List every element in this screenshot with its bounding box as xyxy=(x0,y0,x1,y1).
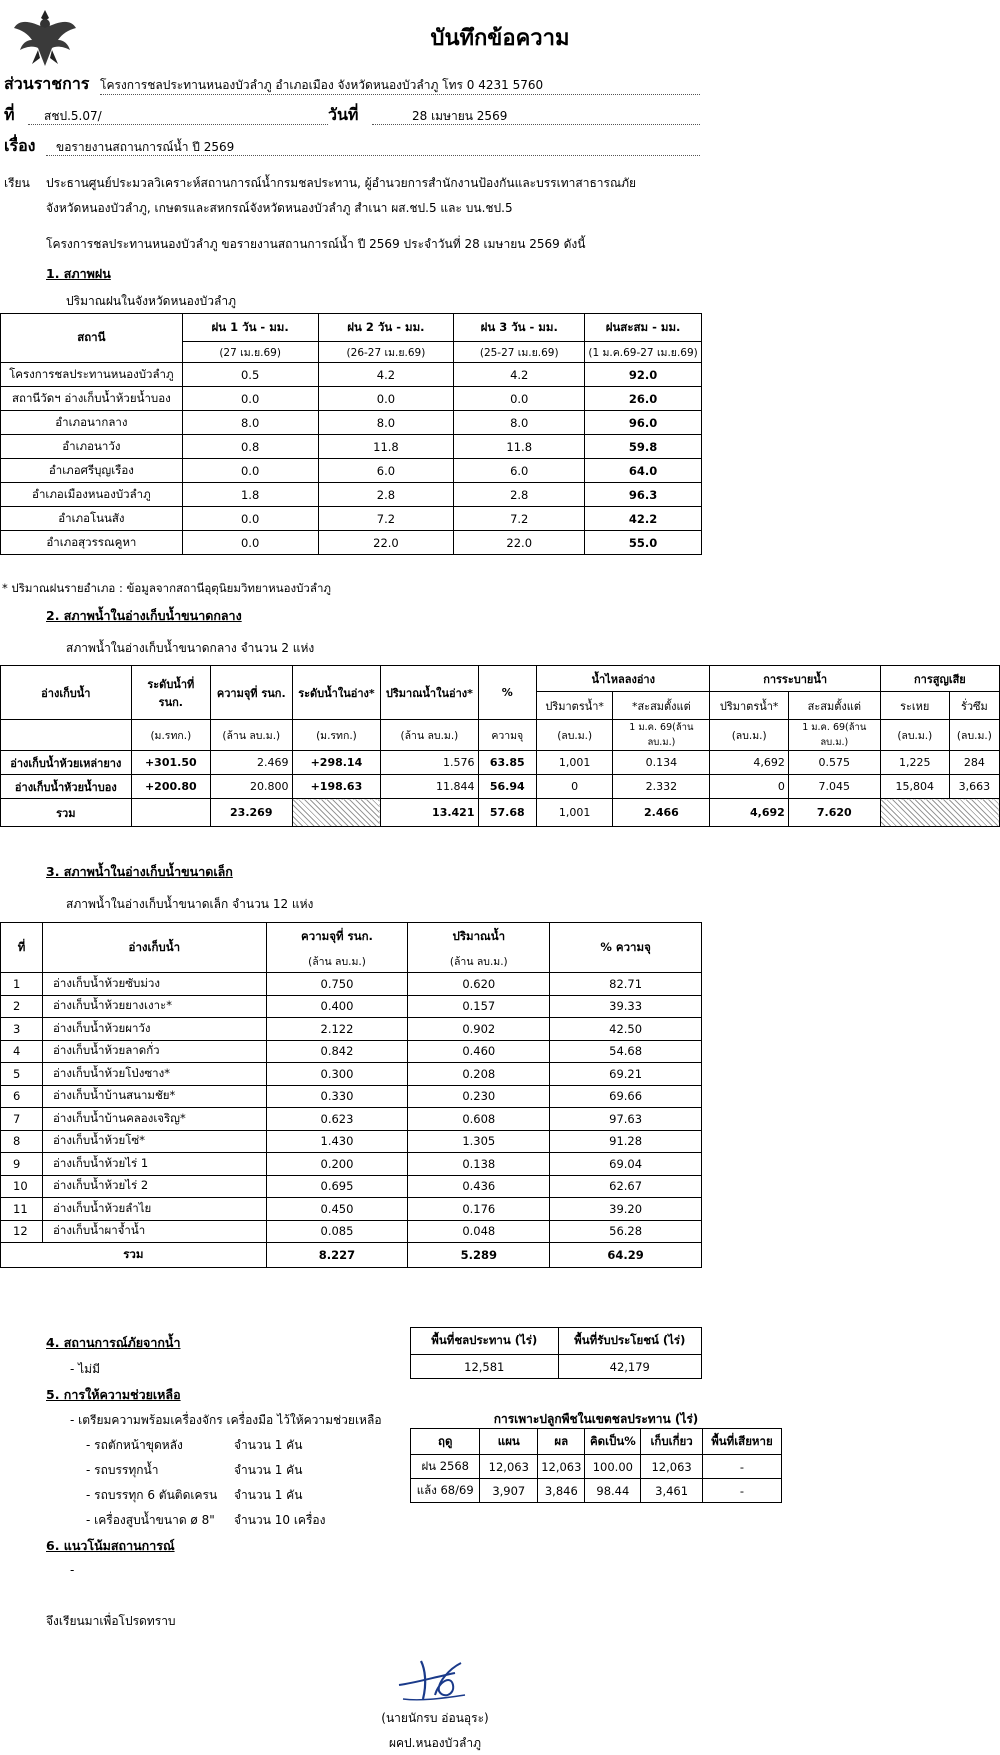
small-reservoir-name: อ่างเก็บน้ำผาจ้ำน้ำ xyxy=(42,1220,266,1243)
area-header-benefit: พื้นที่รับประโยชน์ (ไร่) xyxy=(558,1328,702,1355)
medium-total-shade-2 xyxy=(880,799,999,827)
medium-header-name: อ่างเก็บน้ำ xyxy=(1,666,132,720)
rain-value: 64.0 xyxy=(585,459,702,483)
crop-value: 3,907 xyxy=(480,1479,538,1503)
crop-value: 3,461 xyxy=(641,1479,703,1503)
small-reservoir-name: อ่างเก็บน้ำห้วยโป่งซาง* xyxy=(42,1063,266,1086)
medium-total-cap: 23.269 xyxy=(211,799,293,827)
crop-value: 3,846 xyxy=(538,1479,585,1503)
medium-header-loss: การสูญเสีย xyxy=(880,666,999,692)
small-value: 1.430 xyxy=(266,1130,408,1153)
small-value: 42.50 xyxy=(550,1018,702,1041)
rain-value: 1.8 xyxy=(182,483,318,507)
medium-value: +298.14 xyxy=(292,751,381,775)
medium-header-cur-level: ระดับน้ำในอ่าง* xyxy=(292,666,381,720)
small-header-pct: % ความจุ xyxy=(550,923,702,973)
rain-value: 0.8 xyxy=(182,435,318,459)
small-row xyxy=(1,1175,702,1198)
small-value: 91.28 xyxy=(550,1130,702,1153)
medium-unit-inflow-acc: 1 ม.ค. 69(ล้าน ลบ.ม.) xyxy=(613,720,710,751)
small-value: 0.176 xyxy=(408,1198,550,1221)
crop-header-pct: คิดเป็น% xyxy=(585,1429,641,1455)
small-header-vol: ปริมาณน้ำ xyxy=(408,923,550,951)
medium-table xyxy=(0,665,1000,827)
medium-unit-cap: (ล้าน ลบ.ม.) xyxy=(211,720,293,751)
rain-station: อำเภอโนนสัง xyxy=(1,507,183,531)
rain-sub-1day: (27 เม.ย.69) xyxy=(182,342,318,363)
medium-row xyxy=(1,751,1000,775)
rain-value: 92.0 xyxy=(585,363,702,387)
signer-position: ผคป.หนองบัวลำภู xyxy=(388,1736,482,1750)
small-value: 39.33 xyxy=(550,995,702,1018)
small-value: 39.20 xyxy=(550,1198,702,1221)
subject-label: เรื่อง xyxy=(4,136,36,155)
help-item-1-qty: จำนวน 1 คัน xyxy=(234,1438,303,1452)
small-total-pct: 64.29 xyxy=(550,1243,702,1268)
small-value: 0.608 xyxy=(408,1108,550,1131)
small-unit-vol: (ล้าน ลบ.ม.) xyxy=(408,951,550,973)
subject-text: ขอรายงานสถานการณ์น้ำ ปี 2569 xyxy=(56,140,235,154)
small-value: 97.63 xyxy=(550,1108,702,1131)
small-value: 0.623 xyxy=(266,1108,408,1131)
small-value: 0.436 xyxy=(408,1175,550,1198)
small-row xyxy=(1,1018,702,1041)
small-header-no: ที่ xyxy=(1,923,43,973)
rain-row xyxy=(1,411,702,435)
small-value: 0.400 xyxy=(266,995,408,1018)
small-header-name: อ่างเก็บน้ำ xyxy=(42,923,266,973)
signer-name: (นายนักรบ อ่อนอุระ) xyxy=(381,1711,489,1725)
rain-table xyxy=(0,313,702,555)
rain-row xyxy=(1,387,702,411)
rain-value: 55.0 xyxy=(585,531,702,555)
medium-total-inflow-acc: 2.466 xyxy=(613,799,710,827)
rain-station: อำเภอสุวรรณคูหา xyxy=(1,531,183,555)
rain-row xyxy=(1,435,702,459)
medium-unit-evap: (ลบ.ม.) xyxy=(880,720,949,751)
rain-section-text: 1. สภาพฝน xyxy=(46,266,111,281)
small-value: 0.200 xyxy=(266,1153,408,1176)
medium-unit-name xyxy=(1,720,132,751)
rain-value: 26.0 xyxy=(585,387,702,411)
agency-text: โครงการชลประทานหนองบัวลำภู อำเภอเมือง จังหวัดหนองบัวลำภู โทร 0 4231 5760 xyxy=(100,78,544,92)
rain-header-3day: ฝน 3 วัน - มม. xyxy=(454,314,585,342)
medium-value: +200.80 xyxy=(131,775,210,799)
crop-row xyxy=(411,1479,782,1503)
small-row xyxy=(1,1220,702,1243)
medium-total-shade-1 xyxy=(292,799,381,827)
medium-unit-level: (ม.รทก.) xyxy=(131,720,210,751)
medium-unit-seep: (ลบ.ม.) xyxy=(949,720,999,751)
small-value: 1.305 xyxy=(408,1130,550,1153)
medium-value: 0.134 xyxy=(613,751,710,775)
closing-span: จึงเรียนมาเพื่อโปรดทราบ xyxy=(46,1614,176,1628)
medium-unit-release-q: (ลบ.ม.) xyxy=(710,720,788,751)
rain-value: 0.5 xyxy=(182,363,318,387)
area-header-irrigated: พื้นที่ชลประทาน (ไร่) xyxy=(411,1328,559,1355)
medium-value: 11.844 xyxy=(381,775,478,799)
small-value: 0.620 xyxy=(408,973,550,996)
rain-value: 7.2 xyxy=(318,507,454,531)
rain-value: 2.8 xyxy=(318,483,454,507)
crop-header-result: ผล xyxy=(538,1429,585,1455)
medium-unit-release-acc: 1 ม.ค. 69(ล้าน ลบ.ม.) xyxy=(788,720,880,751)
rain-value: 22.0 xyxy=(454,531,585,555)
small-row xyxy=(1,973,702,996)
medium-reservoir-name: อ่างเก็บน้ำห้วยเหล่ายาง xyxy=(1,751,132,775)
rain-station: โครงการชลประทานหนองบัวลำภู xyxy=(1,363,183,387)
small-table xyxy=(0,922,702,1268)
medium-header-release-acc: สะสมตั้งแต่ xyxy=(788,692,880,720)
doc-no-text: สชป.5.07/ xyxy=(44,109,102,123)
small-value: 0.902 xyxy=(408,1018,550,1041)
small-value: 0.695 xyxy=(266,1175,408,1198)
rain-row xyxy=(1,483,702,507)
crop-header-season: ฤดู xyxy=(411,1429,480,1455)
disaster-section-text: 4. สถานการณ์ภัยจากน้ำ xyxy=(46,1335,181,1350)
medium-header-cap: ความจุที่ รนก. xyxy=(211,666,293,720)
medium-value: 63.85 xyxy=(478,751,537,775)
small-value: 0.208 xyxy=(408,1063,550,1086)
medium-reservoir-name: อ่างเก็บน้ำห้วยน้ำบอง xyxy=(1,775,132,799)
rain-station: อำเภอศรีบุญเรือง xyxy=(1,459,183,483)
help-section-title xyxy=(46,1385,181,1405)
subject-value xyxy=(46,138,700,156)
rain-value: 8.0 xyxy=(318,411,454,435)
help-item-4-name: - เครื่องสูบน้ำขนาด ø 8" xyxy=(86,1513,215,1527)
small-value: 56.28 xyxy=(550,1220,702,1243)
doc-no-value xyxy=(28,107,328,125)
rain-header-acc: ฝนสะสม - มม. xyxy=(585,314,702,342)
date-value xyxy=(372,107,700,125)
small-value: 9 xyxy=(1,1153,43,1176)
small-reservoir-name: อ่างเก็บน้ำห้วยยางเงาะ* xyxy=(42,995,266,1018)
small-value: 12 xyxy=(1,1220,43,1243)
crop-header-harvest: เก็บเกี่ยว xyxy=(641,1429,703,1455)
small-value: 0.085 xyxy=(266,1220,408,1243)
small-value: 54.68 xyxy=(550,1040,702,1063)
rain-value: 7.2 xyxy=(454,507,585,531)
rain-value: 96.3 xyxy=(585,483,702,507)
agency-label: ส่วนราชการ xyxy=(4,74,90,93)
rain-value: 0.0 xyxy=(318,387,454,411)
small-row xyxy=(1,1040,702,1063)
medium-value: 7.045 xyxy=(788,775,880,799)
medium-value: 0.575 xyxy=(788,751,880,775)
small-total-label: รวม xyxy=(1,1243,267,1268)
rain-value: 0.0 xyxy=(454,387,585,411)
medium-value: +301.50 xyxy=(131,751,210,775)
rain-value: 0.0 xyxy=(182,459,318,483)
rain-value: 11.8 xyxy=(318,435,454,459)
medium-total-pct: 57.68 xyxy=(478,799,537,827)
medium-value: 284 xyxy=(949,751,999,775)
rain-header-1day: ฝน 1 วัน - มม. xyxy=(182,314,318,342)
medium-header-seep: รั่วซึม xyxy=(949,692,999,720)
medium-header-pct: % xyxy=(478,666,537,720)
area-value-benefit: 42,179 xyxy=(558,1355,702,1379)
rain-station: อำเภอนาวัง xyxy=(1,435,183,459)
small-reservoir-name: อ่างเก็บน้ำห้วยโซ่* xyxy=(42,1130,266,1153)
rain-station: อำเภอนากลาง xyxy=(1,411,183,435)
medium-value: 3,663 xyxy=(949,775,999,799)
trend-text: - xyxy=(70,1563,75,1577)
crop-value: 12,063 xyxy=(538,1455,585,1479)
small-reservoir-name: อ่างเก็บน้ำบ้านสนามชัย* xyxy=(42,1085,266,1108)
medium-value: 1,001 xyxy=(537,751,613,775)
small-reservoir-name: อ่างเก็บน้ำห้วยลำไย xyxy=(42,1198,266,1221)
small-total-cap: 8.227 xyxy=(266,1243,408,1268)
small-value: 1 xyxy=(1,973,43,996)
rain-header-station: สถานี xyxy=(1,314,183,363)
medium-value: 0 xyxy=(710,775,788,799)
disaster-section-title xyxy=(46,1333,181,1353)
medium-header-release-q: ปริมาตรน้ำ* xyxy=(710,692,788,720)
medium-value: +198.63 xyxy=(292,775,381,799)
medium-unit-cur-level: (ม.รทก.) xyxy=(292,720,381,751)
small-caption: สภาพน้ำในอ่างเก็บน้ำขนาดเล็ก จำนวน 12 แห่ง xyxy=(66,897,314,911)
small-value: 0.450 xyxy=(266,1198,408,1221)
disaster-text: - ไม่มี xyxy=(70,1362,100,1376)
help-item-1-name: - รถตักหน้าขุดหลัง xyxy=(86,1438,183,1452)
medium-header-release: การระบายน้ำ xyxy=(710,666,880,692)
crop-season: แล้ง 68/69 xyxy=(411,1479,480,1503)
small-value: 0.300 xyxy=(266,1063,408,1086)
medium-caption: สภาพน้ำในอ่างเก็บน้ำขนาดกลาง จำนวน 2 แห่ง xyxy=(66,641,315,655)
small-value: 0.460 xyxy=(408,1040,550,1063)
medium-total-label: รวม xyxy=(1,799,132,827)
medium-value: 2.469 xyxy=(211,751,293,775)
help-section-text: 5. การให้ความช่วยเหลือ xyxy=(46,1387,181,1402)
small-row xyxy=(1,1108,702,1131)
agency-value xyxy=(100,76,700,95)
crop-value: 100.00 xyxy=(585,1455,641,1479)
medium-total-vol: 13.421 xyxy=(381,799,478,827)
date-label: วันที่ xyxy=(328,105,359,124)
medium-value: 1,225 xyxy=(880,751,949,775)
rain-row xyxy=(1,459,702,483)
medium-value: 56.94 xyxy=(478,775,537,799)
small-reservoir-name: อ่างเก็บน้ำห้วยไร่ 1 xyxy=(42,1153,266,1176)
rain-row xyxy=(1,531,702,555)
rain-value: 42.2 xyxy=(585,507,702,531)
intro-text: โครงการชลประทานหนองบัวลำภู ขอรายงานสถานการณ์น้ำ ปี 2569 ประจำวันที่ 28 เมษายน 2569 ดังนี้ xyxy=(46,237,586,251)
help-item-3-name: - รถบรรทุก 6 ตันติดเครน xyxy=(86,1488,218,1502)
small-value: 62.67 xyxy=(550,1175,702,1198)
medium-value: 0 xyxy=(537,775,613,799)
small-value: 0.048 xyxy=(408,1220,550,1243)
small-reservoir-name: อ่างเก็บน้ำห้วยผาวัง xyxy=(42,1018,266,1041)
rain-value: 11.8 xyxy=(454,435,585,459)
medium-unit-inflow-q: (ลบ.ม.) xyxy=(537,720,613,751)
rain-caption: ปริมาณฝนในจังหวัดหนองบัวลำภู xyxy=(66,294,237,308)
small-row xyxy=(1,1085,702,1108)
medium-total-level xyxy=(131,799,210,827)
rain-value: 0.0 xyxy=(182,507,318,531)
small-row xyxy=(1,1130,702,1153)
medium-value: 20.800 xyxy=(211,775,293,799)
small-value: 5 xyxy=(1,1063,43,1086)
area-value-irrigated: 12,581 xyxy=(411,1355,559,1379)
small-section-title xyxy=(46,862,233,882)
small-row xyxy=(1,1198,702,1221)
small-reservoir-name: อ่างเก็บน้ำห้วยซับม่วง xyxy=(42,973,266,996)
medium-total-inflow-q: 1,001 xyxy=(537,799,613,827)
medium-total-release-q: 4,692 xyxy=(710,799,788,827)
medium-value: 2.332 xyxy=(613,775,710,799)
trend-section-text: 6. แนวโน้มสถานการณ์ xyxy=(46,1538,175,1553)
to-line-1: ประธานศูนย์ประมวลวิเคราะห์สถานการณ์น้ำกรมชลประทาน, ผู้อำนวยการสำนักงานป้องกันและบรรเทาสาธารณภัย xyxy=(46,176,637,190)
small-reservoir-name: อ่างเก็บน้ำบ้านคลองเจริญ* xyxy=(42,1108,266,1131)
medium-header-evap: ระเหย xyxy=(880,692,949,720)
crop-value: - xyxy=(702,1479,781,1503)
medium-value: 15,804 xyxy=(880,775,949,799)
crop-header-plan: แผน xyxy=(480,1429,538,1455)
help-item-3-qty: จำนวน 1 คัน xyxy=(234,1488,303,1502)
medium-section-text: 2. สภาพน้ำในอ่างเก็บน้ำขนาดกลาง xyxy=(46,608,242,623)
medium-header-level: ระดับน้ำที่ รนก. xyxy=(131,666,210,720)
rain-value: 6.0 xyxy=(454,459,585,483)
to-label: เรียน xyxy=(4,176,30,190)
help-item-2-name: - รถบรรทุกน้ำ xyxy=(86,1463,159,1477)
small-value: 2 xyxy=(1,995,43,1018)
date-text: 28 เมษายน 2569 xyxy=(412,109,508,123)
small-value: 0.138 xyxy=(408,1153,550,1176)
small-unit-cap: (ล้าน ลบ.ม.) xyxy=(266,951,408,973)
small-row xyxy=(1,1153,702,1176)
rain-sub-acc: (1 ม.ค.69-27 เม.ย.69) xyxy=(585,342,702,363)
help-intro: - เตรียมความพร้อมเครื่องจักร เครื่องมือ ไว้ให้ความช่วยเหลือ xyxy=(70,1413,382,1427)
small-value: 0.157 xyxy=(408,995,550,1018)
signature-image xyxy=(395,1655,475,1707)
medium-unit-pct: ความจุ xyxy=(478,720,537,751)
rain-value: 2.8 xyxy=(454,483,585,507)
rain-header-2day: ฝน 2 วัน - มม. xyxy=(318,314,454,342)
small-value: 0.330 xyxy=(266,1085,408,1108)
crop-title: การเพาะปลูกพืชในเขตชลประทาน (ไร่) xyxy=(493,1412,699,1426)
rain-value: 4.2 xyxy=(318,363,454,387)
rain-value: 0.0 xyxy=(182,531,318,555)
small-value: 7 xyxy=(1,1108,43,1131)
rain-sub-2day: (26-27 เม.ย.69) xyxy=(318,342,454,363)
to-line-2: จังหวัดหนองบัวลำภู, เกษตรและสหกรณ์จังหวัดหนองบัวลำภู สำเนา ผส.ชป.5 และ บน.ชป.5 xyxy=(46,201,513,215)
small-value: 11 xyxy=(1,1198,43,1221)
small-section-text: 3. สภาพน้ำในอ่างเก็บน้ำขนาดเล็ก xyxy=(46,864,233,879)
small-value: 0.750 xyxy=(266,973,408,996)
document-title: บันทึกข้อความ xyxy=(430,26,570,51)
crop-value: 98.44 xyxy=(585,1479,641,1503)
area-table xyxy=(410,1327,702,1379)
help-item-2-qty: จำนวน 1 คัน xyxy=(234,1463,303,1477)
medium-value: 1.576 xyxy=(381,751,478,775)
small-header-cap: ความจุที่ รนก. xyxy=(266,923,408,951)
small-row xyxy=(1,1063,702,1086)
crop-table xyxy=(410,1428,782,1503)
rain-value: 8.0 xyxy=(182,411,318,435)
small-reservoir-name: อ่างเก็บน้ำห้วยลาดกั่ว xyxy=(42,1040,266,1063)
small-value: 2.122 xyxy=(266,1018,408,1041)
crop-season: ฝน 2568 xyxy=(411,1455,480,1479)
help-item-4-qty: จำนวน 10 เครื่อง xyxy=(234,1513,326,1527)
small-value: 69.21 xyxy=(550,1063,702,1086)
small-value: 8 xyxy=(1,1130,43,1153)
rain-value: 96.0 xyxy=(585,411,702,435)
medium-section-title xyxy=(46,606,242,626)
small-value: 4 xyxy=(1,1040,43,1063)
closing-text xyxy=(46,1612,176,1631)
rain-value: 6.0 xyxy=(318,459,454,483)
small-value: 6 xyxy=(1,1085,43,1108)
doc-no-label: ที่ xyxy=(4,105,15,124)
rain-sub-3day: (25-27 เม.ย.69) xyxy=(454,342,585,363)
medium-unit-vol: (ล้าน ลบ.ม.) xyxy=(381,720,478,751)
rain-station: สถานีวัดฯ อ่างเก็บน้ำห้วยน้ำบอง xyxy=(1,387,183,411)
rain-row xyxy=(1,363,702,387)
medium-header-vol: ปริมาณน้ำในอ่าง* xyxy=(381,666,478,720)
rain-value: 0.0 xyxy=(182,387,318,411)
rain-section-title xyxy=(46,264,111,284)
medium-header-inflow-q: ปริมาตรน้ำ* xyxy=(537,692,613,720)
small-reservoir-name: อ่างเก็บน้ำห้วยไร่ 2 xyxy=(42,1175,266,1198)
crop-value: - xyxy=(702,1455,781,1479)
small-value: 10 xyxy=(1,1175,43,1198)
small-value: 69.04 xyxy=(550,1153,702,1176)
rain-station: อำเภอเมืองหนองบัวลำภู xyxy=(1,483,183,507)
rain-value: 4.2 xyxy=(454,363,585,387)
medium-header-inflow-acc: *สะสมตั้งแต่ xyxy=(613,692,710,720)
crop-header-damage: พื้นที่เสียหาย xyxy=(702,1429,781,1455)
trend-section-title xyxy=(46,1536,175,1556)
crop-value: 12,063 xyxy=(480,1455,538,1479)
medium-total-release-acc: 7.620 xyxy=(788,799,880,827)
rain-value: 59.8 xyxy=(585,435,702,459)
rain-value: 22.0 xyxy=(318,531,454,555)
crop-value: 12,063 xyxy=(641,1455,703,1479)
rain-value: 8.0 xyxy=(454,411,585,435)
small-total-vol: 5.289 xyxy=(408,1243,550,1268)
small-value: 69.66 xyxy=(550,1085,702,1108)
crop-row xyxy=(411,1455,782,1479)
medium-header-inflow: น้ำไหลลงอ่าง xyxy=(537,666,710,692)
rain-note: * ปริมาณฝนรายอำเภอ : ข้อมูลจากสถานีอุตุนิยมวิทยาหนองบัวลำภู xyxy=(2,581,331,595)
small-value: 0.842 xyxy=(266,1040,408,1063)
rain-row xyxy=(1,507,702,531)
medium-value: 4,692 xyxy=(710,751,788,775)
medium-row xyxy=(1,775,1000,799)
small-value: 0.230 xyxy=(408,1085,550,1108)
small-row xyxy=(1,995,702,1018)
small-value: 82.71 xyxy=(550,973,702,996)
small-value: 3 xyxy=(1,1018,43,1041)
